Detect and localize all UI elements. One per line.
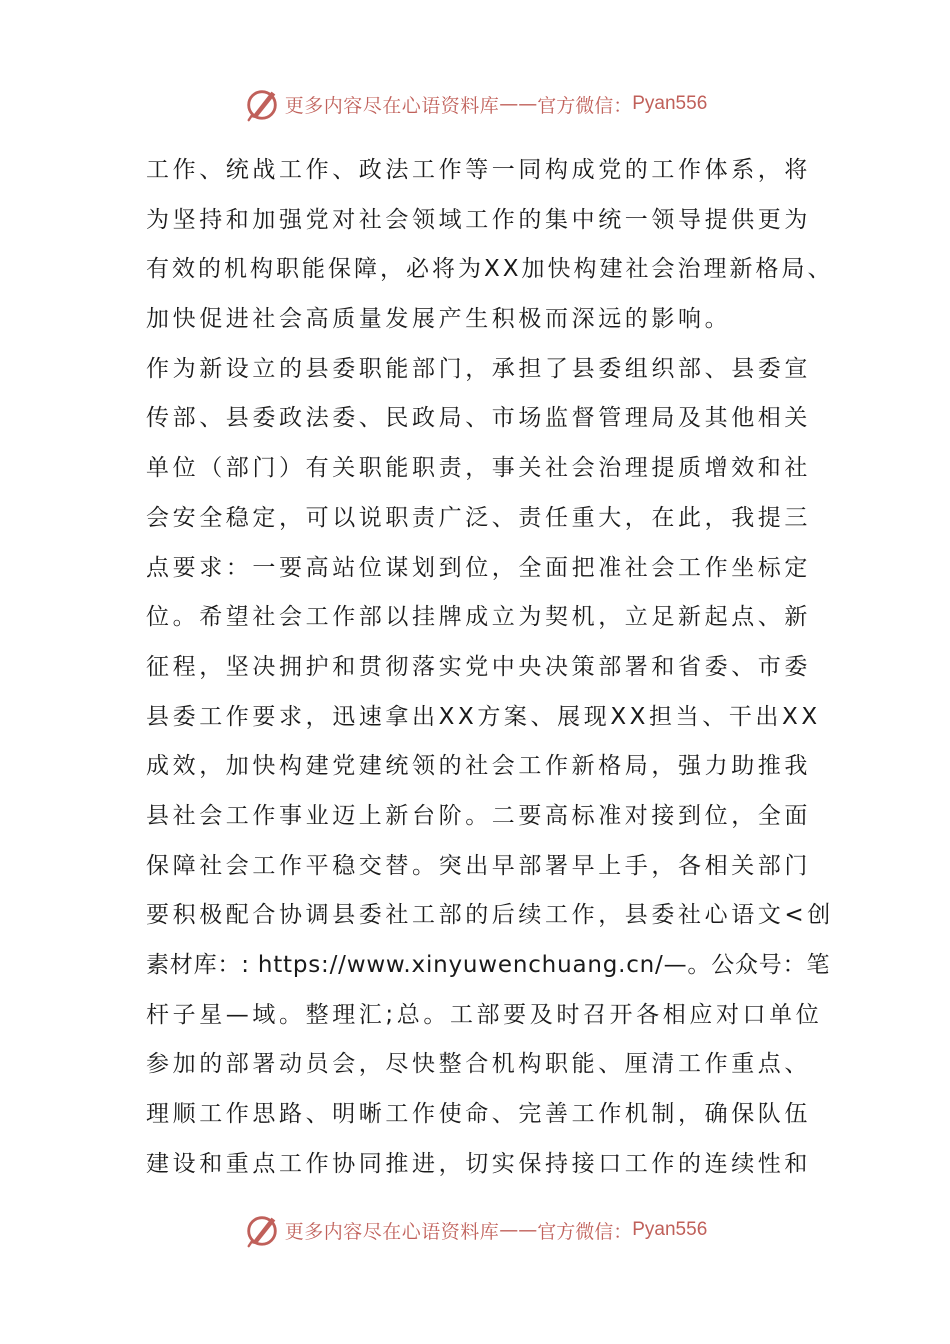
text-line: 县委工作要求，迅速拿出XX方案、展现XX担当、干出XX	[146, 703, 821, 730]
quill-logo-icon	[243, 1211, 281, 1249]
text-line: 成效，加快构建党建统领的社会工作新格局，强力助推我	[146, 753, 811, 780]
text-line: 作为新设立的县委职能部门，承担了县委组织部、县委宣	[146, 355, 811, 382]
text-line: 保障社会工作平稳交替。突出早部署早上手，各相关部门	[146, 852, 811, 879]
text-line: 县社会工作事业迈上新台阶。二要高标准对接到位，全面	[146, 802, 811, 829]
footer-banner	[0, 1210, 950, 1250]
text-line: 要积极配合协调县委社工部的后续工作，县委社心语文<创	[146, 902, 834, 929]
footer-wechat-label: 官方微信：	[537, 1220, 633, 1243]
header-wechat-id: Pyan556	[632, 93, 708, 114]
text-line: 加快促进社会高质量发展产生积极而深远的影响。	[146, 306, 732, 333]
header-brand-text: 更多内容尽在心语资料库	[284, 94, 500, 117]
text-line: 传部、县委政法委、民政局、市场监督管理局及其他相关	[146, 405, 811, 432]
text-line: 有效的机构职能保障，必将为XX加快构建社会治理新格局、	[146, 256, 834, 283]
text-line: 单位（部门）有关职能职责，事关社会治理提质增效和社	[146, 455, 811, 482]
text-line: 工作、统战工作、政法工作等一同构成党的工作体系，将	[146, 157, 811, 183]
text-line: 理顺工作思路、明晰工作使命、完善工作机制，确保队伍	[146, 1101, 811, 1128]
text-line: 位。希望社会工作部以挂牌成立为契机，立足新起点、新	[146, 604, 811, 631]
header-banner	[0, 84, 950, 124]
header-wechat-label: 官方微信：	[537, 94, 633, 117]
footer-wechat-id: Pyan556	[632, 1219, 708, 1240]
text-line: 会安全稳定，可以说职责广泛、责任重大，在此，我提三	[146, 504, 811, 531]
text-line: 杆子星—域。整理汇;总。工部要及时召开各相应对口单位	[146, 1001, 823, 1028]
header-dash: ——	[499, 93, 538, 115]
footer-brand-text: 更多内容尽在心语资料库	[284, 1220, 500, 1243]
text-line: 征程，坚决拥护和贯彻落实党中央决策部署和省委、市委	[146, 653, 811, 680]
footer-dash: ——	[499, 1219, 538, 1241]
text-line: 建设和重点工作协同推进，切实保持接口工作的连续性和	[146, 1150, 811, 1177]
text-line: 参加的部署动员会，尽快整合机构职能、厘清工作重点、	[146, 1051, 811, 1078]
text-line: 点要求：一要高站位谋划到位，全面把准社会工作坐标定	[146, 554, 811, 581]
text-line: 素材库：: https://www.xinyuwenchuang.cn/—。公众号：笔	[146, 952, 831, 978]
text-line: 为坚持和加强党对社会领域工作的集中统一领导提供更为	[146, 206, 811, 233]
quill-logo-icon	[243, 85, 281, 123]
document-body	[146, 146, 834, 1189]
